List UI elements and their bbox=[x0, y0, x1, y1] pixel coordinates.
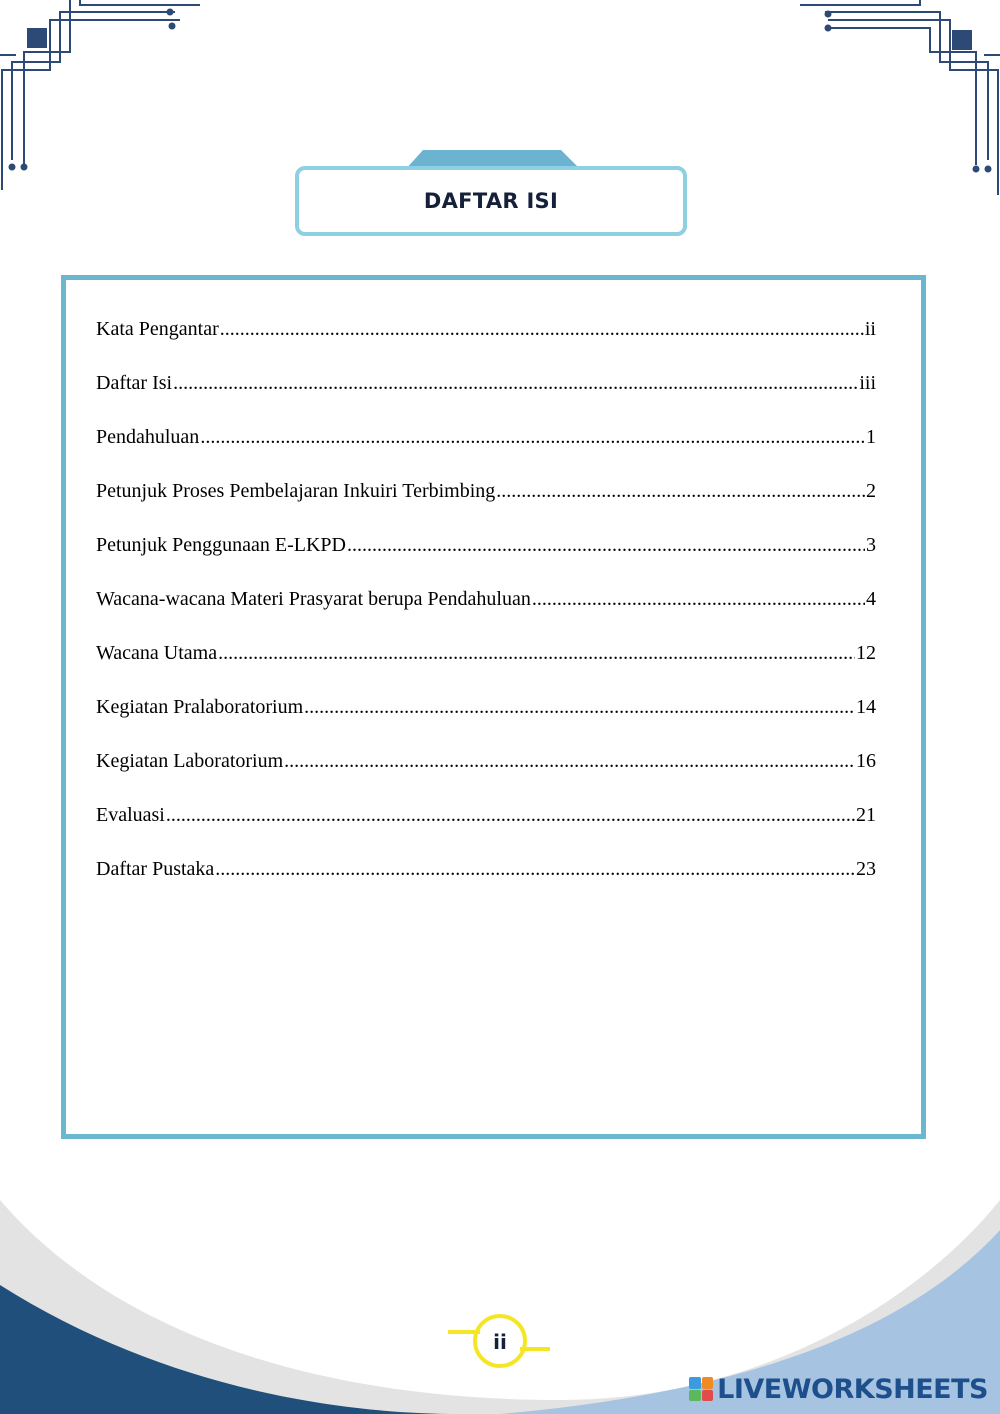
toc-item[interactable] bbox=[96, 426, 876, 480]
toc-dot-leader bbox=[173, 372, 858, 395]
toc-item[interactable] bbox=[96, 642, 876, 696]
toc-dot-leader bbox=[220, 318, 864, 341]
toc-item[interactable] bbox=[96, 750, 876, 804]
toc-dot-leader bbox=[200, 426, 865, 449]
toc-item[interactable] bbox=[96, 480, 876, 534]
toc-item-label: Daftar Isi bbox=[96, 372, 173, 394]
brand-watermark bbox=[689, 1372, 988, 1406]
toc-item-page: 2 bbox=[866, 480, 876, 502]
page-number: ii bbox=[493, 1330, 507, 1354]
toc-item-label: Wacana-wacana Materi Prasyarat berupa Pendahuluan bbox=[96, 588, 531, 610]
toc-item-page: 12 bbox=[856, 642, 876, 664]
toc-item-page: iii bbox=[859, 372, 876, 394]
brand-name: LIVEWORKSHEETS bbox=[717, 1373, 988, 1405]
toc-dot-leader bbox=[284, 750, 855, 773]
title-banner bbox=[293, 148, 693, 242]
toc-dot-leader bbox=[218, 642, 855, 665]
toc-item-page: 14 bbox=[856, 696, 876, 718]
toc-item-page: ii bbox=[864, 318, 876, 340]
toc-item[interactable] bbox=[96, 696, 876, 750]
toc-item-page: 4 bbox=[866, 588, 876, 610]
circuit-decoration-right-icon bbox=[780, 0, 1000, 200]
toc-item-page: 21 bbox=[856, 804, 876, 826]
toc-item-page: 3 bbox=[866, 534, 876, 556]
toc-item-label: Daftar Pustaka bbox=[96, 858, 215, 880]
circuit-decoration-left-icon bbox=[0, 0, 220, 200]
toc-item-label: Evaluasi bbox=[96, 804, 165, 826]
toc-item-label: Pendahuluan bbox=[96, 426, 200, 448]
toc-item-label: Kegiatan Laboratorium bbox=[96, 750, 284, 772]
toc-item-label: Kegiatan Pralaboratorium bbox=[96, 696, 304, 718]
page-title: DAFTAR ISI bbox=[423, 189, 559, 213]
toc-dot-leader bbox=[166, 804, 855, 827]
toc-item[interactable] bbox=[96, 318, 876, 372]
toc-item[interactable] bbox=[96, 372, 876, 426]
toc-dot-leader bbox=[347, 534, 865, 557]
toc-item-label: Petunjuk Penggunaan E-LKPD bbox=[96, 534, 346, 556]
toc-item-page: 1 bbox=[866, 426, 876, 448]
toc-item-label: Wacana Utama bbox=[96, 642, 218, 664]
toc-item[interactable] bbox=[96, 588, 876, 642]
toc-frame bbox=[61, 275, 926, 1139]
toc-dot-leader bbox=[215, 858, 855, 881]
toc-item-label: Kata Pengantar bbox=[96, 318, 219, 340]
toc-list bbox=[96, 318, 876, 912]
toc-item-page: 23 bbox=[856, 858, 876, 880]
toc-item-page: 16 bbox=[856, 750, 876, 772]
liveworksheets-logo-icon bbox=[689, 1377, 713, 1401]
toc-item[interactable] bbox=[96, 804, 876, 858]
toc-item-label: Petunjuk Proses Pembelajaran Inkuiri Terbimbing bbox=[96, 480, 496, 502]
toc-dot-leader bbox=[532, 588, 865, 611]
title-box bbox=[295, 166, 687, 236]
toc-item[interactable] bbox=[96, 534, 876, 588]
toc-dot-leader bbox=[496, 480, 865, 503]
toc-item[interactable] bbox=[96, 858, 876, 912]
toc-dot-leader bbox=[304, 696, 855, 719]
